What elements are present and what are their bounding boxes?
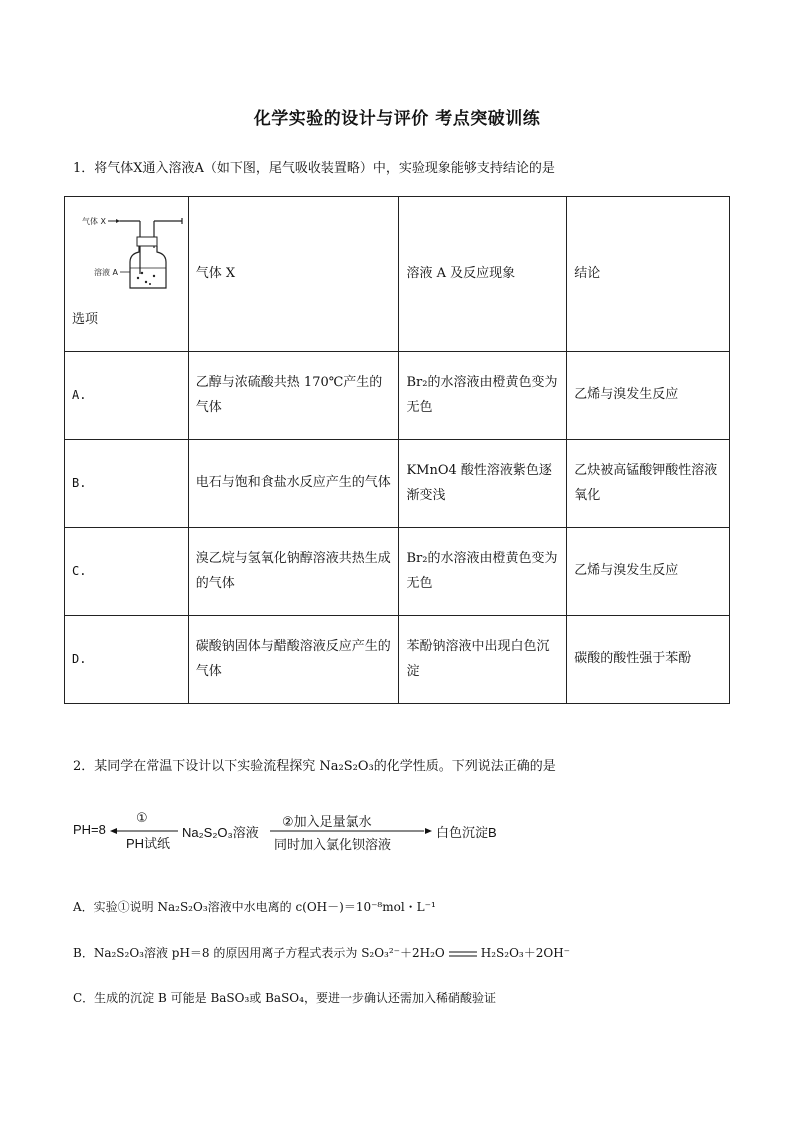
answer-option-a: A．实验①说明 Na₂S₂O₃溶液中水电离的 c(OH－)＝10⁻⁸mol・L⁻¹ (73, 900, 436, 914)
conclusion-cell: 碳酸的酸性强于苯酚 (567, 616, 730, 704)
question-1-stem: 1．将气体X通入溶液A（如下图，尾气吸收装置略）中，实验现象能够支持结论的是 (73, 161, 555, 176)
option-cell: C. (65, 528, 189, 616)
gas-cell: 碳酸钠固体与醋酸溶液反应产生的气体 (188, 616, 399, 704)
equilibrium-arrow-icon (448, 950, 478, 958)
option-cell: B. (65, 440, 189, 528)
flow-step1-label: PH试纸 (126, 836, 171, 851)
table-row (65, 616, 730, 704)
option-cell: A. (65, 352, 189, 440)
header-option-cell (65, 197, 189, 352)
gas-cell: 电石与饱和食盐水反应产生的气体 (188, 440, 399, 528)
solution-cell: KMnO4 酸性溶液紫色逐渐变浅 (399, 440, 567, 528)
answer-b-suffix: H₂S₂O₃＋2OH⁻ (480, 946, 570, 960)
table-header-row (65, 197, 730, 352)
flow-step1-number: ① (136, 810, 148, 825)
answer-option-b (73, 944, 570, 961)
flow-step2-top: ②加入足量氯水 (282, 814, 372, 829)
solution-cell: Br₂的水溶液由橙黄色变为无色 (399, 528, 567, 616)
question-2-stem: 2．某同学在常温下设计以下实验流程探究 Na₂S₂O₃的化学性质。下列说法正确的是 (73, 759, 556, 774)
flow-reagent: Na₂S₂O₃溶液 (182, 825, 259, 840)
gas-cell: 溴乙烷与氢氧化钠醇溶液共热生成的气体 (188, 528, 399, 616)
gas-bottle-apparatus-figure (72, 204, 184, 294)
header-gas-cell: 气体 X (188, 197, 399, 352)
table-row (65, 528, 730, 616)
header-solution-cell: 溶液 A 及反应现象 (399, 197, 567, 352)
conclusion-cell: 乙炔被高锰酸钾酸性溶液氧化 (567, 440, 730, 528)
page-title: 化学实验的设计与评价 考点突破训练 (253, 109, 541, 129)
options-table (64, 196, 730, 704)
header-conclusion-cell: 结论 (567, 197, 730, 352)
header-option-label: 选项 (72, 311, 99, 327)
table-row (65, 440, 730, 528)
answer-option-c: C．生成的沉淀 B 可能是 BaSO₃或 BaSO₄，要进一步确认还需加入稀硝酸验证 (73, 991, 496, 1005)
gas-cell: 乙醇与浓硫酸共热 170℃产生的气体 (188, 352, 399, 440)
conclusion-cell: 乙烯与溴发生反应 (567, 528, 730, 616)
right-arrow-head (425, 828, 432, 834)
experiment-flow-diagram (70, 808, 530, 860)
answer-b-prefix: B．Na₂S₂O₃溶液 pH＝8 的原因用离子方程式表示为 S₂O₃²⁻＋2H₂O (73, 946, 445, 960)
flow-ph-result: PH=8 (73, 822, 106, 837)
apparatus-gas-label: 气体 X (82, 216, 107, 226)
table-row (65, 352, 730, 440)
flow-step2-bottom: 同时加入氯化钡溶液 (274, 837, 392, 852)
apparatus-solution-label: 溶液 A (94, 267, 119, 277)
solution-cell: Br₂的水溶液由橙黄色变为无色 (399, 352, 567, 440)
flow-right-result: 白色沉淀B (436, 825, 497, 840)
conclusion-cell: 乙烯与溴发生反应 (567, 352, 730, 440)
left-arrow-head (110, 828, 117, 834)
option-cell: D. (65, 616, 189, 704)
solution-cell: 苯酚钠溶液中出现白色沉淀 (399, 616, 567, 704)
